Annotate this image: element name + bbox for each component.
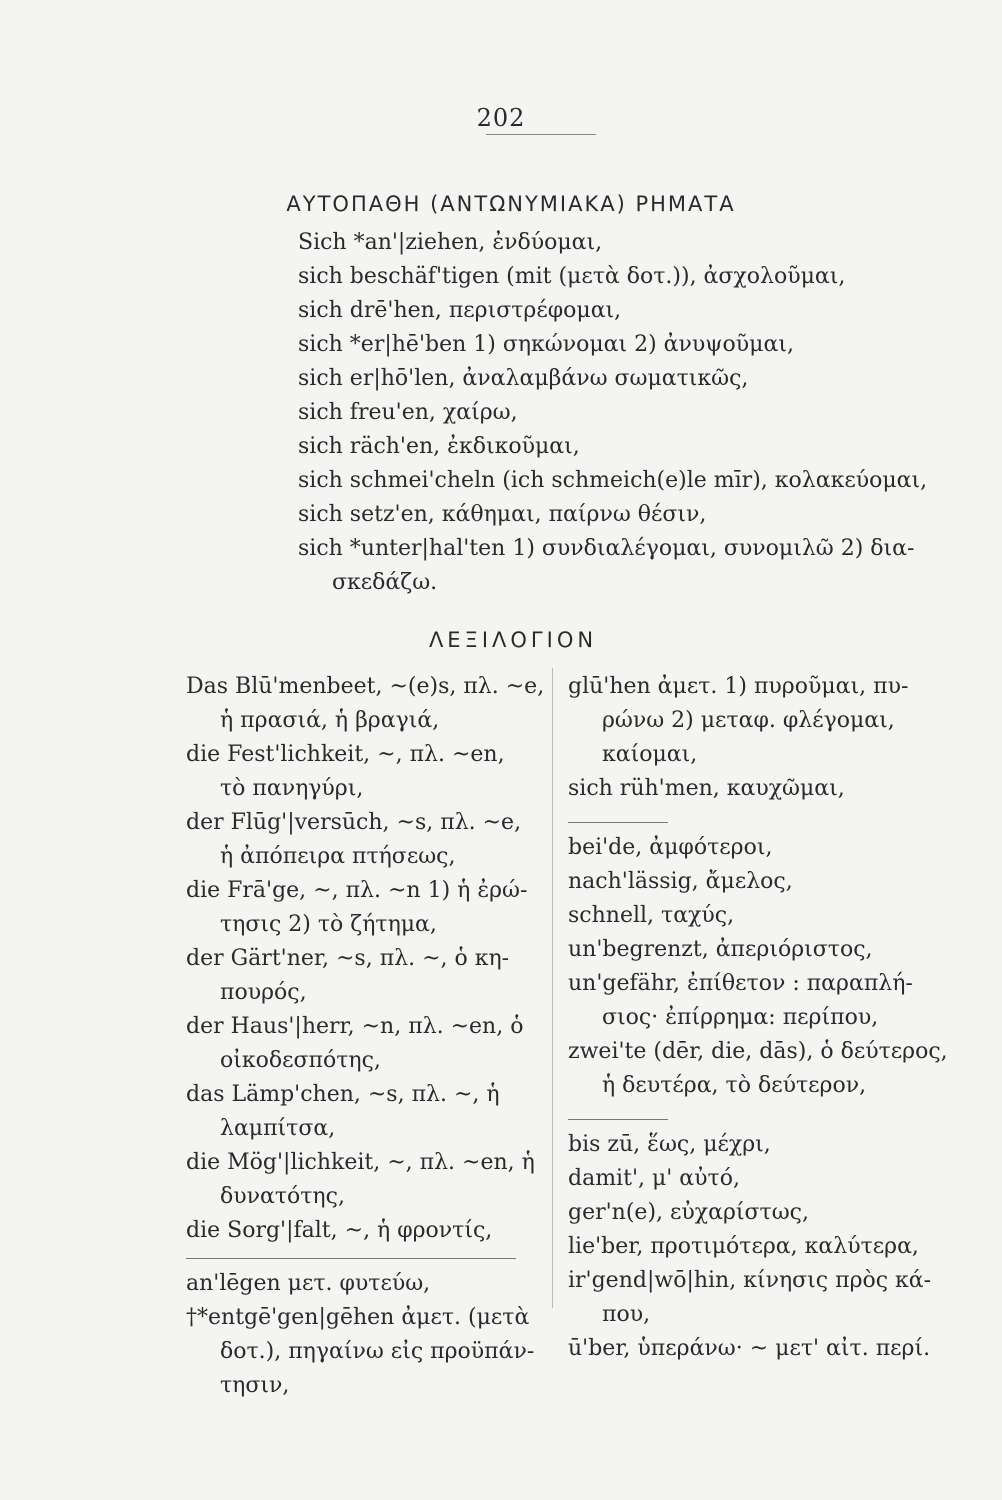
text-line: ger'n(e), εὐχαρίστως, (568, 1200, 809, 1225)
text-line: σκεδάζω. (332, 570, 438, 595)
text-line: σιος· ἐπίρρημα: περίπου, (602, 1005, 879, 1030)
text-line: der Gärt'ner, ~s, πλ. ~, ὁ κη- (186, 946, 510, 971)
text-line: ū'ber, ὑπεράνω· ~ μετ' αἰτ. περί. (568, 1336, 931, 1361)
text-line: sich schmei'cheln (ich schmeich(e)le mīr), κολακεύομαι, (298, 468, 928, 493)
text-line: zwei'te (dēr, die, dās), ὁ δεύτερος, (568, 1039, 948, 1064)
text-line: δυνατότης, (220, 1184, 345, 1209)
group-separator (568, 1119, 948, 1120)
text-line: sich beschäf'tigen (mit (μετὰ δοτ.)), ἀσχολοῦμαι, (298, 264, 846, 289)
text-line: sich rüh'men, καυχῶμαι, (568, 776, 845, 801)
group-separator (186, 1258, 544, 1259)
vocabulary-right-column (568, 670, 948, 1366)
page-number-rule (486, 134, 596, 135)
text-line: τησιν, (220, 1373, 290, 1398)
text-line: un'gefähr, ἐπίθετον : παραπλή- (568, 971, 913, 996)
text-line: λαμπίτσα, (220, 1116, 336, 1141)
text-line: die Fest'lichkeit, ~, πλ. ~en, (186, 742, 505, 767)
text-line: τησις 2) τὸ ζήτημα, (220, 912, 437, 937)
section-title-vocabulary: ΛΕΞΙΛΟΓΙΟΝ (428, 628, 598, 652)
text-line: Sich *an'|ziehen, ἐνδύομαι, (298, 230, 603, 255)
text-line: sich er|hō'len, ἀναλαμβάνω σωματικῶς, (298, 366, 749, 391)
vocabulary-left-column (186, 670, 544, 1403)
text-line: οἰκοδεσπότης, (220, 1048, 381, 1073)
text-line: sich drē'hen, περιστρέφομαι, (298, 298, 622, 323)
text-line: der Flūg'|versūch, ~s, πλ. ~e, (186, 810, 522, 835)
text-line: ἡ πρασιά, ἡ βραγιά, (220, 708, 440, 733)
text-line: πουρός, (220, 980, 307, 1005)
text-line: bis zū, ἕως, μέχρι, (568, 1132, 771, 1157)
text-line: τὸ πανηγύρι, (220, 776, 364, 801)
text-line: bei'de, ἀμφότεροι, (568, 835, 773, 860)
text-line: sich *er|hē'ben 1) σηκώνομαι 2) ἀνυψοῦμαι, (298, 332, 794, 357)
text-line: das Lämp'chen, ~s, πλ. ~, ἡ (186, 1082, 500, 1107)
text-line: lie'ber, προτιμότερα, καλύτερα, (568, 1234, 919, 1259)
text-line: an'lēgen μετ. φυτεύω, (186, 1271, 431, 1296)
text-line: sich freu'en, χαίρω, (298, 400, 518, 425)
text-line: ρώνω 2) μεταφ. φλέγομαι, (602, 708, 895, 733)
text-line: sich räch'en, ἐκδικοῦμαι, (298, 434, 580, 459)
text-line: sich *unter|hal'ten 1) συνδιαλέγομαι, συνομιλῶ 2) δια- (298, 536, 915, 561)
text-line: που, (602, 1302, 651, 1327)
text-line: die Sorg'|falt, ~, ἡ φροντίς, (186, 1218, 493, 1243)
page-number: 202 (476, 104, 526, 132)
text-line: nach'lässig, ἄμελος, (568, 869, 793, 894)
text-line: der Haus'|herr, ~n, πλ. ~en, ὁ (186, 1014, 524, 1039)
text-line: Das Blū'menbeet, ~(e)s, πλ. ~e, (186, 674, 545, 699)
text-line: καίομαι, (602, 742, 698, 767)
column-divider (552, 668, 553, 1308)
text-line: un'begrenzt, ἀπεριόριστος, (568, 937, 873, 962)
section-title-reflexive-verbs: ΑΥΤΟΠΑΘΗ (ΑΝΤΩΝΥΜΙΑΚΑ) ΡΗΜΑΤΑ (286, 192, 736, 216)
group-separator (568, 822, 948, 823)
text-line: ir'gend|wō|hin, κίνησις πρὸς κά- (568, 1268, 932, 1293)
reflexive-verbs-list (298, 226, 927, 600)
text-line: glū'hen ἀμετ. 1) πυροῦμαι, πυ- (568, 674, 909, 699)
text-line: sich setz'en, κάθημαι, παίρνω θέσιν, (298, 502, 707, 527)
text-line: δοτ.), πηγαίνω εἰς προϋπάν- (220, 1339, 535, 1364)
text-line: ἡ δευτέρα, τὸ δεύτερον, (602, 1073, 867, 1098)
text-line: damit', μ' αὐτό, (568, 1166, 740, 1191)
text-line: schnell, ταχύς, (568, 903, 735, 928)
text-line: †*entgē'gen|gēhen ἀμετ. (μετὰ (186, 1305, 530, 1330)
text-line: ἡ ἀπόπειρα πτήσεως, (220, 844, 456, 869)
text-line: die Frā'ge, ~, πλ. ~n 1) ἡ ἐρώ- (186, 878, 528, 903)
text-line: die Mög'|lichkeit, ~, πλ. ~en, ἡ (186, 1150, 535, 1175)
